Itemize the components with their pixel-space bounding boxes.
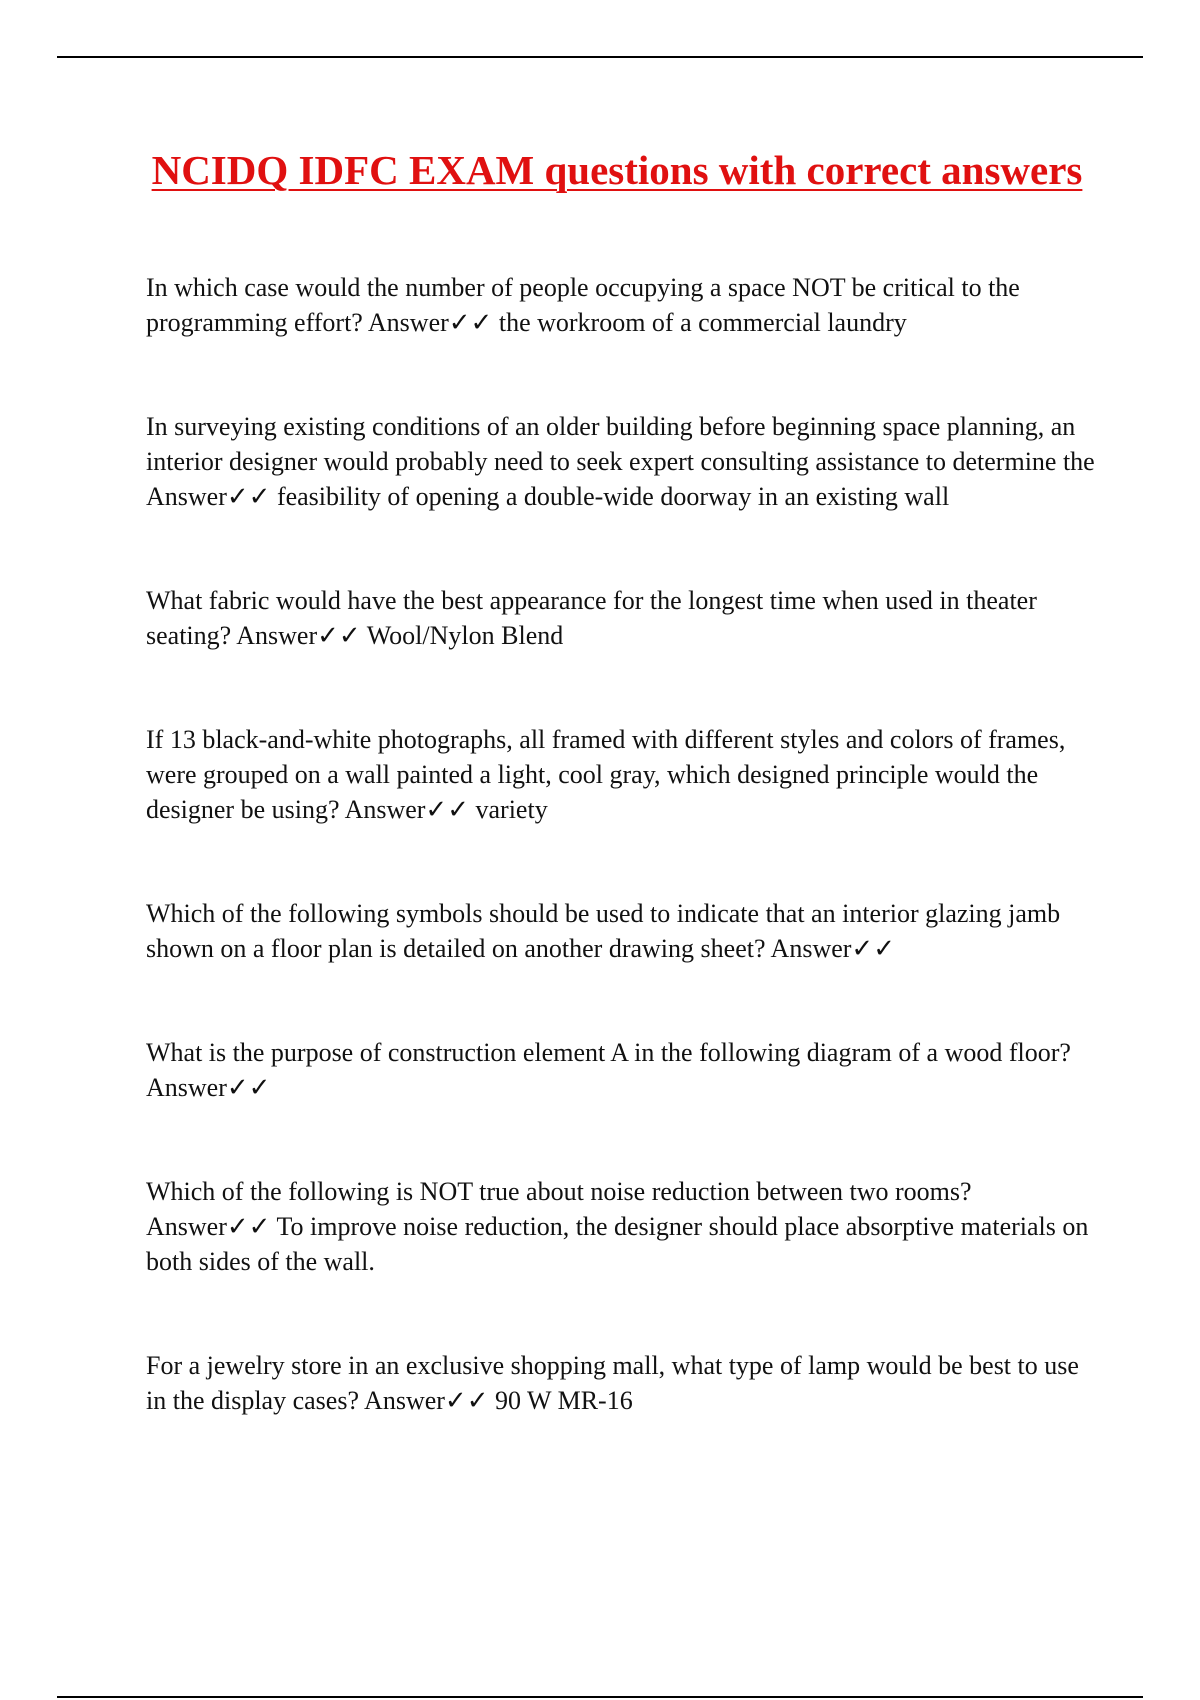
qa-entry-1: In which case would the number of people occupying a space NOT be critical to the programming effort? Answer✓✓ the workroom of a commercial laundry (146, 273, 1020, 337)
qa-entry-4: If 13 black-and-white photographs, all framed with different styles and colors of frames, were grouped on a wall painted a light, cool gray, which designed principle would the designer be using? Answer✓✓ variety (146, 725, 1066, 824)
qa-list (146, 270, 1096, 1418)
qa-entry-8: For a jewelry store in an exclusive shopping mall, what type of lamp would be best to use in the display cases? Answer✓✓ 90 W MR-16 (146, 1351, 1079, 1415)
qa-entry-5: Which of the following symbols should be used to indicate that an interior glazing jamb shown on a floor plan is detailed on another drawing sheet? Answer✓✓ (146, 899, 1061, 963)
qa-entry-6: What is the purpose of construction element A in the following diagram of a wood floor? Answer✓✓ (146, 1038, 1071, 1102)
footer-rule (57, 1696, 1143, 1698)
document-title: NCIDQ IDFC EXAM questions with correct answers (151, 147, 1083, 193)
qa-entry-7: Which of the following is NOT true about noise reduction between two rooms? Answer✓✓ To improve noise reduction, the designer should place absorptive materials on both sides of the wall. (146, 1177, 1089, 1276)
qa-entry-2: In surveying existing conditions of an older building before beginning space planning, an interior designer would probably need to seek expert consulting assistance to determine the Answer✓✓ feasibility of opening a double-wide doorway in an existing wall (146, 412, 1095, 511)
header-rule (57, 56, 1143, 58)
qa-entry-3: What fabric would have the best appearance for the longest time when used in theater seating? Answer✓✓ Wool/Nylon Blend (146, 586, 1037, 650)
